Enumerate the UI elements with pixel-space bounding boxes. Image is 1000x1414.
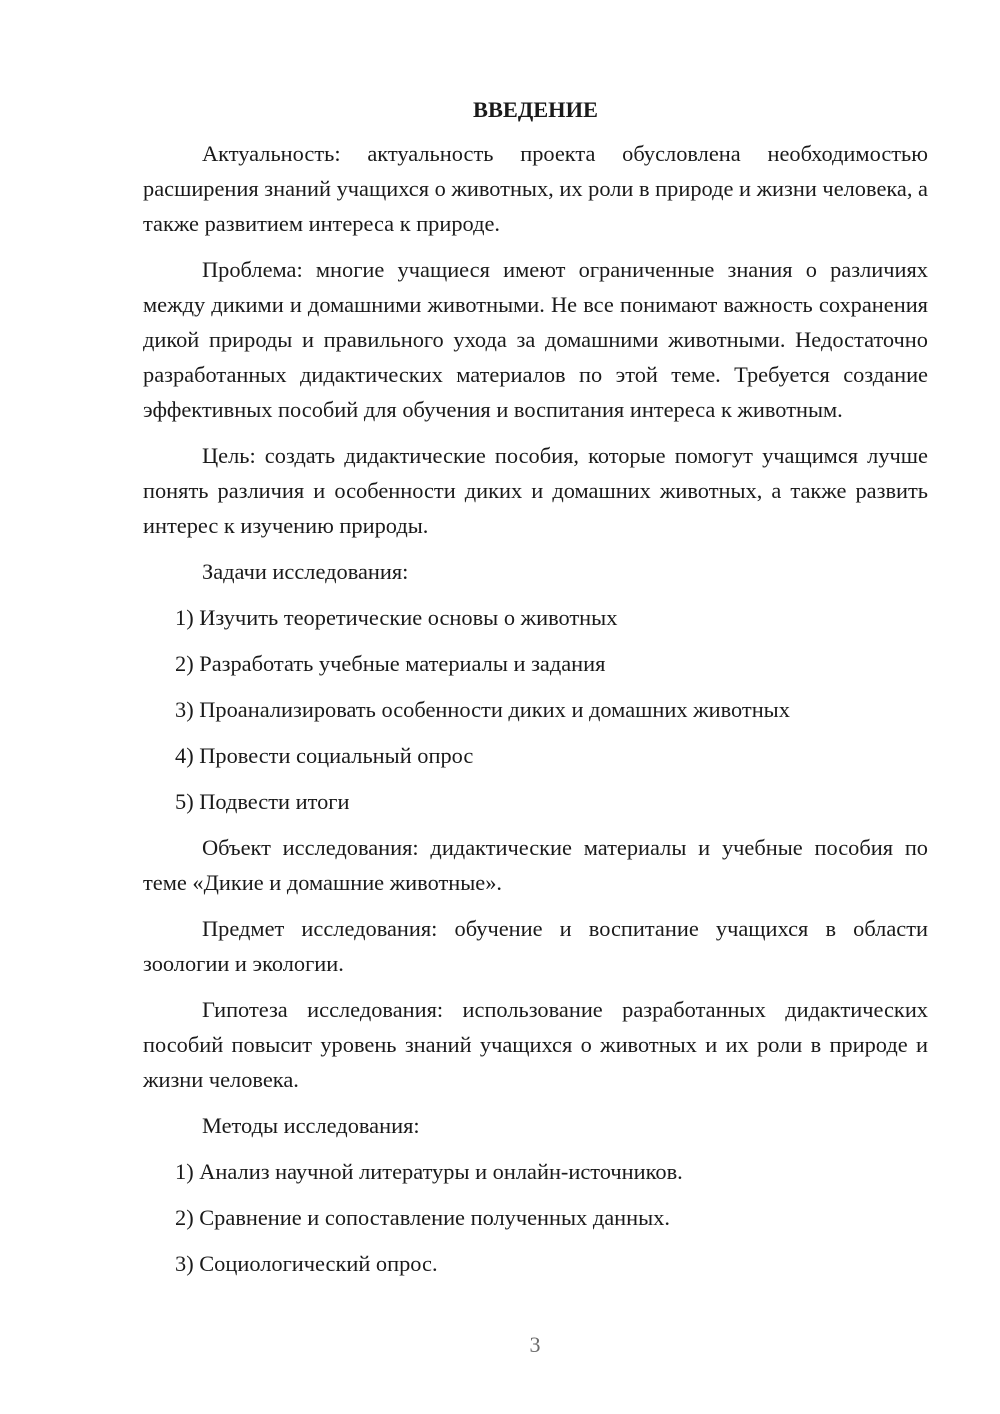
document-page	[143, 95, 928, 1292]
task-item-3: 3) Проанализировать особенности диких и домашних животных	[175, 697, 790, 722]
task-item-5: 5) Подвести итоги	[175, 789, 350, 814]
paragraph-subject: Предмет исследования: обучение и воспитание учащихся в области зоологии и экологии.	[143, 916, 928, 976]
page-number: 3	[529, 1332, 541, 1357]
paragraph-object: Объект исследования: дидактические материалы и учебные пособия по теме «Дикие и домашние животные».	[143, 835, 928, 895]
paragraph-problem: Проблема: многие учащиеся имеют ограниченные знания о различиях между дикими и домашними животными. Не все понимают важность сохранения дикой природы и правильного ухода за домашними животными. Недостаточно разработанных дидактических материалов по этой теме. Требуется создание эффективных пособий для обучения и воспитания интереса к животным.	[143, 257, 928, 422]
page-title: ВВЕДЕНИЕ	[473, 97, 598, 122]
tasks-title: Задачи исследования:	[202, 559, 409, 584]
method-item-2: 2) Сравнение и сопоставление полученных данных.	[175, 1205, 670, 1230]
paragraph-relevance: Актуальность: актуальность проекта обусловлена необходимостью расширения знаний учащихся о животных, их роли в природе и жизни человека, а также развитием интереса к природе.	[143, 141, 928, 236]
task-item-1: 1) Изучить теоретические основы о животных	[175, 605, 618, 630]
methods-title: Методы исследования:	[202, 1113, 420, 1138]
task-item-2: 2) Разработать учебные материалы и задания	[175, 651, 606, 676]
method-item-1: 1) Анализ научной литературы и онлайн-источников.	[175, 1159, 683, 1184]
task-item-4: 4) Провести социальный опрос	[175, 743, 474, 768]
method-item-3: 3) Социологический опрос.	[175, 1251, 438, 1276]
paragraph-goal: Цель: создать дидактические пособия, которые помогут учащимся лучше понять различия и особенности диких и домашних животных, а также развить интерес к изучению природы.	[143, 443, 928, 538]
paragraph-hypothesis: Гипотеза исследования: использование разработанных дидактических пособий повысит уровень знаний учащихся о животных и их роли в природе и жизни человека.	[143, 997, 928, 1092]
